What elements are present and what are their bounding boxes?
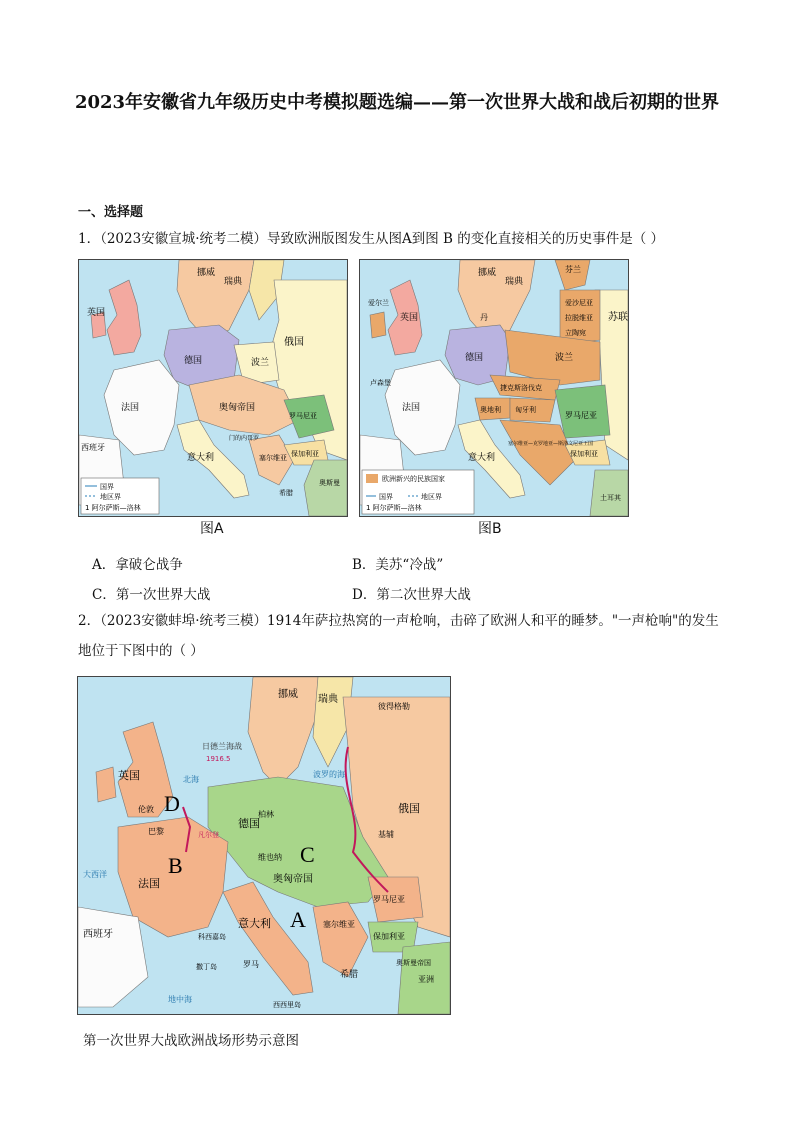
ww1-map-verdun: 凡尔登 [198, 831, 219, 839]
map-b-finland: 芬兰 [565, 265, 581, 274]
map-a-norway: 挪威 [197, 268, 216, 278]
ww1-map-germany: 德国 [238, 817, 260, 830]
map-b-france: 法国 [402, 403, 421, 413]
map-a-montenegro: 门的内哥罗 [229, 435, 260, 442]
map-a-spain: 西班牙 [81, 443, 105, 452]
ww1-map-caption: 第一次世界大战欧洲战场形势示意图 [83, 1033, 299, 1049]
map-a-austria-hungary: 奥匈帝国 [219, 403, 256, 413]
ww1-map-north-sea: 北海 [183, 775, 199, 784]
map-b-italy: 意大利 [468, 453, 496, 463]
map-a-italy: 意大利 [187, 453, 215, 463]
map-a-germany: 德国 [184, 356, 203, 366]
ww1-map-vienna: 维也纳 [258, 853, 282, 862]
map-a-caption: 图A [200, 521, 224, 537]
map-b-legend-region: 地区界 [421, 493, 442, 501]
ww1-map-france: 法国 [138, 877, 160, 890]
map-b-lithuania: 立陶宛 [565, 329, 586, 337]
map-b-romania: 罗马尼亚 [565, 411, 597, 420]
question-2-stem: 2．（2023安徽蚌埠·统考三模）1914年萨拉热窝的一声枪响，击碎了欧洲人和平的睡梦。"一声枪响"的发生地位于下图中的（ ） [78, 613, 719, 659]
ww1-map-asia: 亚洲 [418, 975, 434, 984]
ww1-map-jutland-date: 1916.5 [206, 755, 231, 763]
map-b-turkey: 土耳其 [600, 494, 621, 502]
map-b-legend-border: 国界 [379, 493, 393, 501]
map-a-uk: 英国 [87, 308, 106, 318]
map-b-legend-alsace: 1 阿尔萨斯—洛林 [366, 504, 422, 512]
q1-option-a: A．拿破仑战争 [92, 557, 183, 573]
ww1-map-london: 伦敦 [138, 805, 154, 814]
map-b-estonia: 爱沙尼亚 [565, 299, 593, 307]
ww1-map-corsica: 科西嘉岛 [198, 933, 226, 941]
ww1-map-petrograd: 彼得格勒 [378, 702, 410, 711]
map-b-ireland: 爱尔兰 [368, 299, 389, 307]
map-a-bulgaria: 保加利亚 [291, 450, 319, 458]
ww1-map-mediterranean: 地中海 [168, 995, 192, 1004]
question-1-stem: 1．（2023安徽宣城·统考二模）导致欧洲版图发生从图A到图 B 的变化直接相关的历史事件是（ ） [78, 231, 665, 247]
map-a-legend-alsace: 1 阿尔萨斯—洛林 [85, 504, 141, 512]
ww1-map-romania: 罗马尼亚 [373, 895, 405, 904]
map-b-denmark: 丹 [480, 313, 488, 322]
ww1-map-spain: 西班牙 [83, 929, 113, 940]
marker-c: C [300, 842, 315, 867]
document-title: 2023年安徽省九年级历史中考模拟题选编——第一次世界大战和战后初期的世界 [74, 92, 720, 113]
map-b-legend-new-states: 欧洲新兴的民族国家 [382, 475, 445, 483]
ww1-map-uk: 英国 [118, 769, 140, 782]
map-b-germany: 德国 [465, 353, 484, 363]
ww1-map-austria-hungary: 奥匈帝国 [273, 874, 313, 885]
map-a-serbia: 塞尔维亚 [259, 454, 287, 462]
map-b-latvia: 拉脱维亚 [565, 314, 593, 322]
map-b-hungary: 匈牙利 [515, 406, 536, 414]
ww1-map-russia: 俄国 [398, 802, 420, 815]
ww1-map-berlin: 柏林 [258, 810, 274, 819]
ww1-map-italy: 意大利 [238, 917, 271, 930]
map-b-poland: 波兰 [555, 353, 574, 363]
map-a-legend-region: 地区界 [100, 493, 121, 501]
section-heading: 一、选择题 [78, 205, 144, 220]
ww1-map-rome: 罗马 [243, 960, 259, 969]
ww1-map-kiev: 基辅 [378, 830, 394, 839]
marker-b: B [168, 853, 183, 878]
map-a-france: 法国 [121, 403, 140, 413]
map-a-sweden: 瑞典 [224, 277, 243, 287]
ww1-map-sweden: 瑞典 [318, 694, 338, 705]
map-a-legend-border: 国界 [100, 483, 114, 491]
map-b [359, 259, 629, 517]
ww1-map-baltic: 波罗的海 [313, 770, 345, 779]
ww1-map-norway: 挪威 [278, 689, 298, 700]
ww1-map [77, 676, 451, 1015]
map-b-austria: 奥地利 [480, 406, 501, 414]
ww1-map-jutland: 日德兰海战 [202, 742, 242, 751]
ww1-map-bulgaria: 保加利亚 [373, 932, 405, 941]
q1-option-b: B．美苏“冷战” [352, 557, 444, 573]
ww1-map-greece: 希腊 [340, 970, 359, 980]
ww1-map-sardinia: 撒丁岛 [196, 963, 217, 971]
marker-a: A [290, 907, 306, 932]
map-a-romania: 罗马尼亚 [289, 412, 317, 420]
map-b-caption: 图B [478, 521, 502, 537]
map-a-ottoman: 奥斯曼 [319, 479, 340, 487]
q1-option-d: D．第二次世界大战 [352, 587, 471, 603]
map-b-sweden: 瑞典 [505, 277, 524, 287]
map-b-soviet: 苏联 [608, 312, 628, 323]
ww1-map-sicily: 西西里岛 [273, 1001, 301, 1009]
ww1-map-paris: 巴黎 [148, 827, 164, 836]
map-a-greece: 希腊 [279, 489, 293, 497]
ww1-map-serbia: 塞尔维亚 [323, 920, 355, 929]
map-b-uk: 英国 [400, 313, 419, 323]
q1-option-c: C．第一次世界大战 [92, 587, 211, 603]
map-b-bulgaria: 保加利亚 [570, 450, 598, 458]
map-a-russia: 俄国 [284, 337, 304, 348]
marker-d: D [164, 791, 180, 816]
map-a [78, 259, 348, 517]
map-b-czechoslovakia: 捷克斯洛伐克 [500, 384, 542, 392]
map-a-poland: 波兰 [251, 358, 270, 368]
ww1-map-atlantic: 大西洋 [83, 870, 107, 879]
ww1-map-ottoman: 奥斯曼帝国 [396, 959, 431, 967]
map-b-norway: 挪威 [478, 268, 497, 278]
map-b-luxembourg: 卢森堡 [370, 379, 391, 387]
map-b-yugoslavia: 塞尔维亚—克罗地亚—斯洛文尼亚王国 [508, 441, 594, 447]
